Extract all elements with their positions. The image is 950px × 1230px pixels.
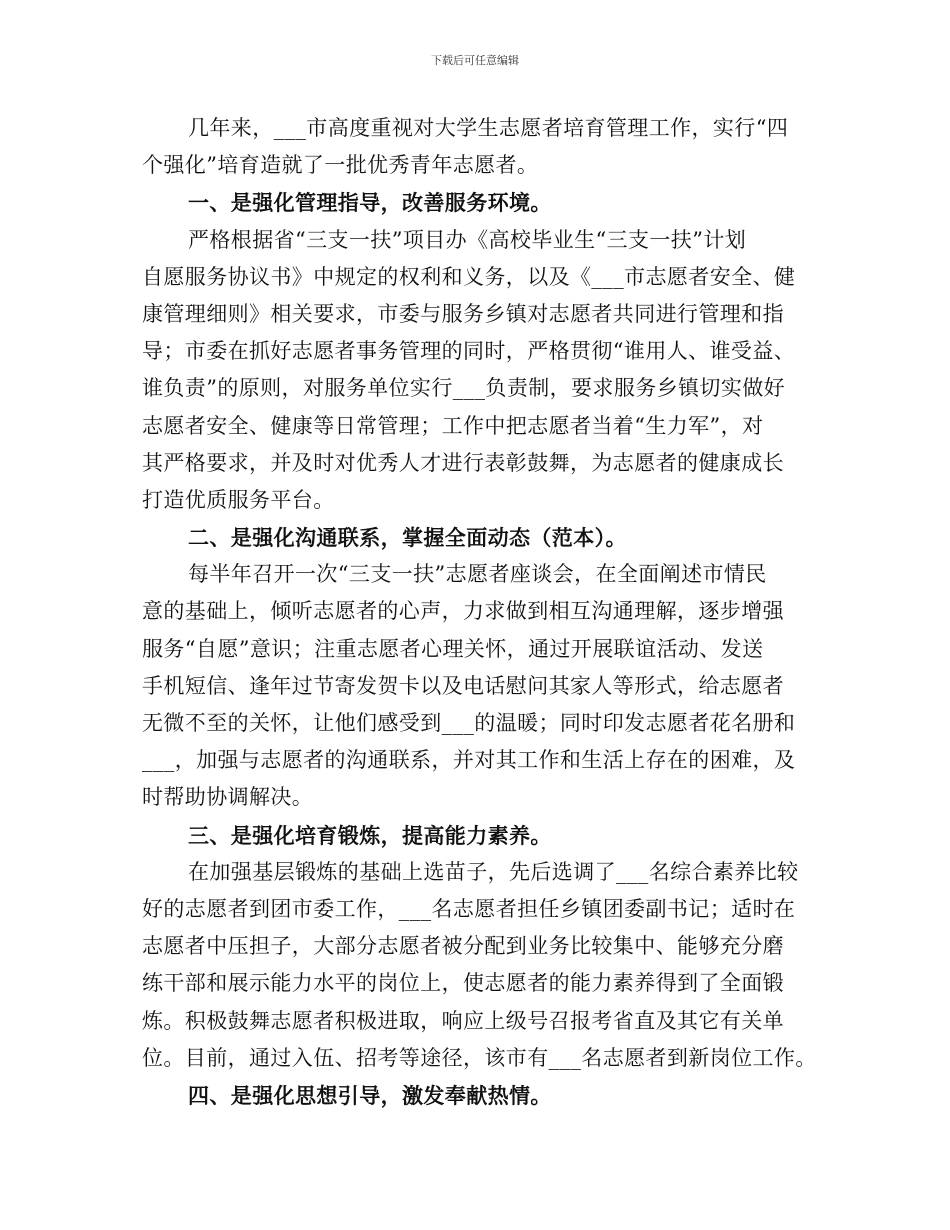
paragraph-line: 严格根据省“三支一扶”项目办《高校毕业生“三支一扶”计划 (188, 227, 747, 252)
paragraph-line: 每半年召开一次“三支一扶”志愿者座谈会，在全面阐述市情民 (188, 562, 767, 587)
paragraph-line: 在加强基层锻炼的基础上选苗子，先后选调了___名综合素养比较 (188, 859, 799, 884)
paragraph-line: ___，加强与志愿者的沟通联系，并对其工作和生活上存在的困难，及 (142, 748, 796, 773)
page-header: 下载后可任意编辑 (431, 54, 519, 67)
section-heading: 三、是强化培育锻炼，提高能力素养。 (188, 822, 552, 848)
paragraph-line: 练干部和展示能力水平的岗位上，使志愿者的能力素养得到了全面锻 (142, 971, 784, 996)
paragraph-line: 打造优质服务平台。 (142, 487, 335, 512)
paragraph-line: 康管理细则》相关要求，市委与服务乡镇对志愿者共同进行管理和指 (142, 301, 784, 326)
section-heading: 二、是强化沟通联系，掌握全面动态（范本）。 (188, 525, 627, 551)
paragraph-line: 志愿者安全、健康等日常管理；工作中把志愿者当着“生力军”，对 (142, 413, 764, 438)
paragraph-line: 位。目前，通过入伍、招考等途径，该市有___名志愿者到新岗位工作。 (142, 1045, 817, 1070)
paragraph-line: 时帮助协调解决。 (142, 785, 314, 810)
paragraph-line: 几年来，___市高度重视对大学生志愿者培育管理工作，实行“四 (188, 116, 789, 140)
paragraph-line: 个强化”培育造就了一批优秀青年志愿者。 (142, 153, 539, 178)
section-heading: 一、是强化管理指导，改善服务环境。 (188, 190, 552, 216)
paragraph-line: 好的志愿者到团市委工作，___名志愿者担任乡镇团委副书记；适时在 (142, 896, 796, 921)
paragraph-line: 手机短信、逢年过节寄发贺卡以及电话慰问其家人等形式，给志愿者 (142, 673, 784, 698)
paragraph-line: 无微不至的关怀，让他们感受到___的温暖；同时印发志愿者花名册和 (142, 711, 796, 735)
paragraph-line: 谁负责”的原则，对服务单位实行___负责制，要求服务乡镇切实做好 (142, 376, 786, 401)
paragraph-line: 服务“自愿”意识；注重志愿者心理关怀，通过开展联谊活动、发送 (142, 636, 764, 661)
paragraph-line: 自愿服务协议书》中规定的权利和义务，以及《___市志愿者安全、健 (142, 264, 796, 289)
paragraph-line: 导；市委在抓好志愿者事务管理的同时，严格贯彻“谁用人、谁受益、 (142, 339, 796, 364)
paragraph-line: 炼。积极鼓舞志愿者积极进取，响应上级号召报考省直及其它有关单 (142, 1008, 784, 1033)
paragraph-line: 意的基础上，倾听志愿者的心声，力求做到相互沟通理解，逐步增强 (142, 599, 784, 624)
document-body (142, 110, 822, 1114)
paragraph-line: 志愿者中压担子，大部分志愿者被分配到业务比较集中、能够充分磨 (142, 934, 784, 959)
section-heading: 四、是强化思想引导，激发奉献热情。 (188, 1082, 552, 1108)
paragraph-line: 其严格要求，并及时对优秀人才进行表彰鼓舞，为志愿者的健康成长 (142, 450, 784, 475)
